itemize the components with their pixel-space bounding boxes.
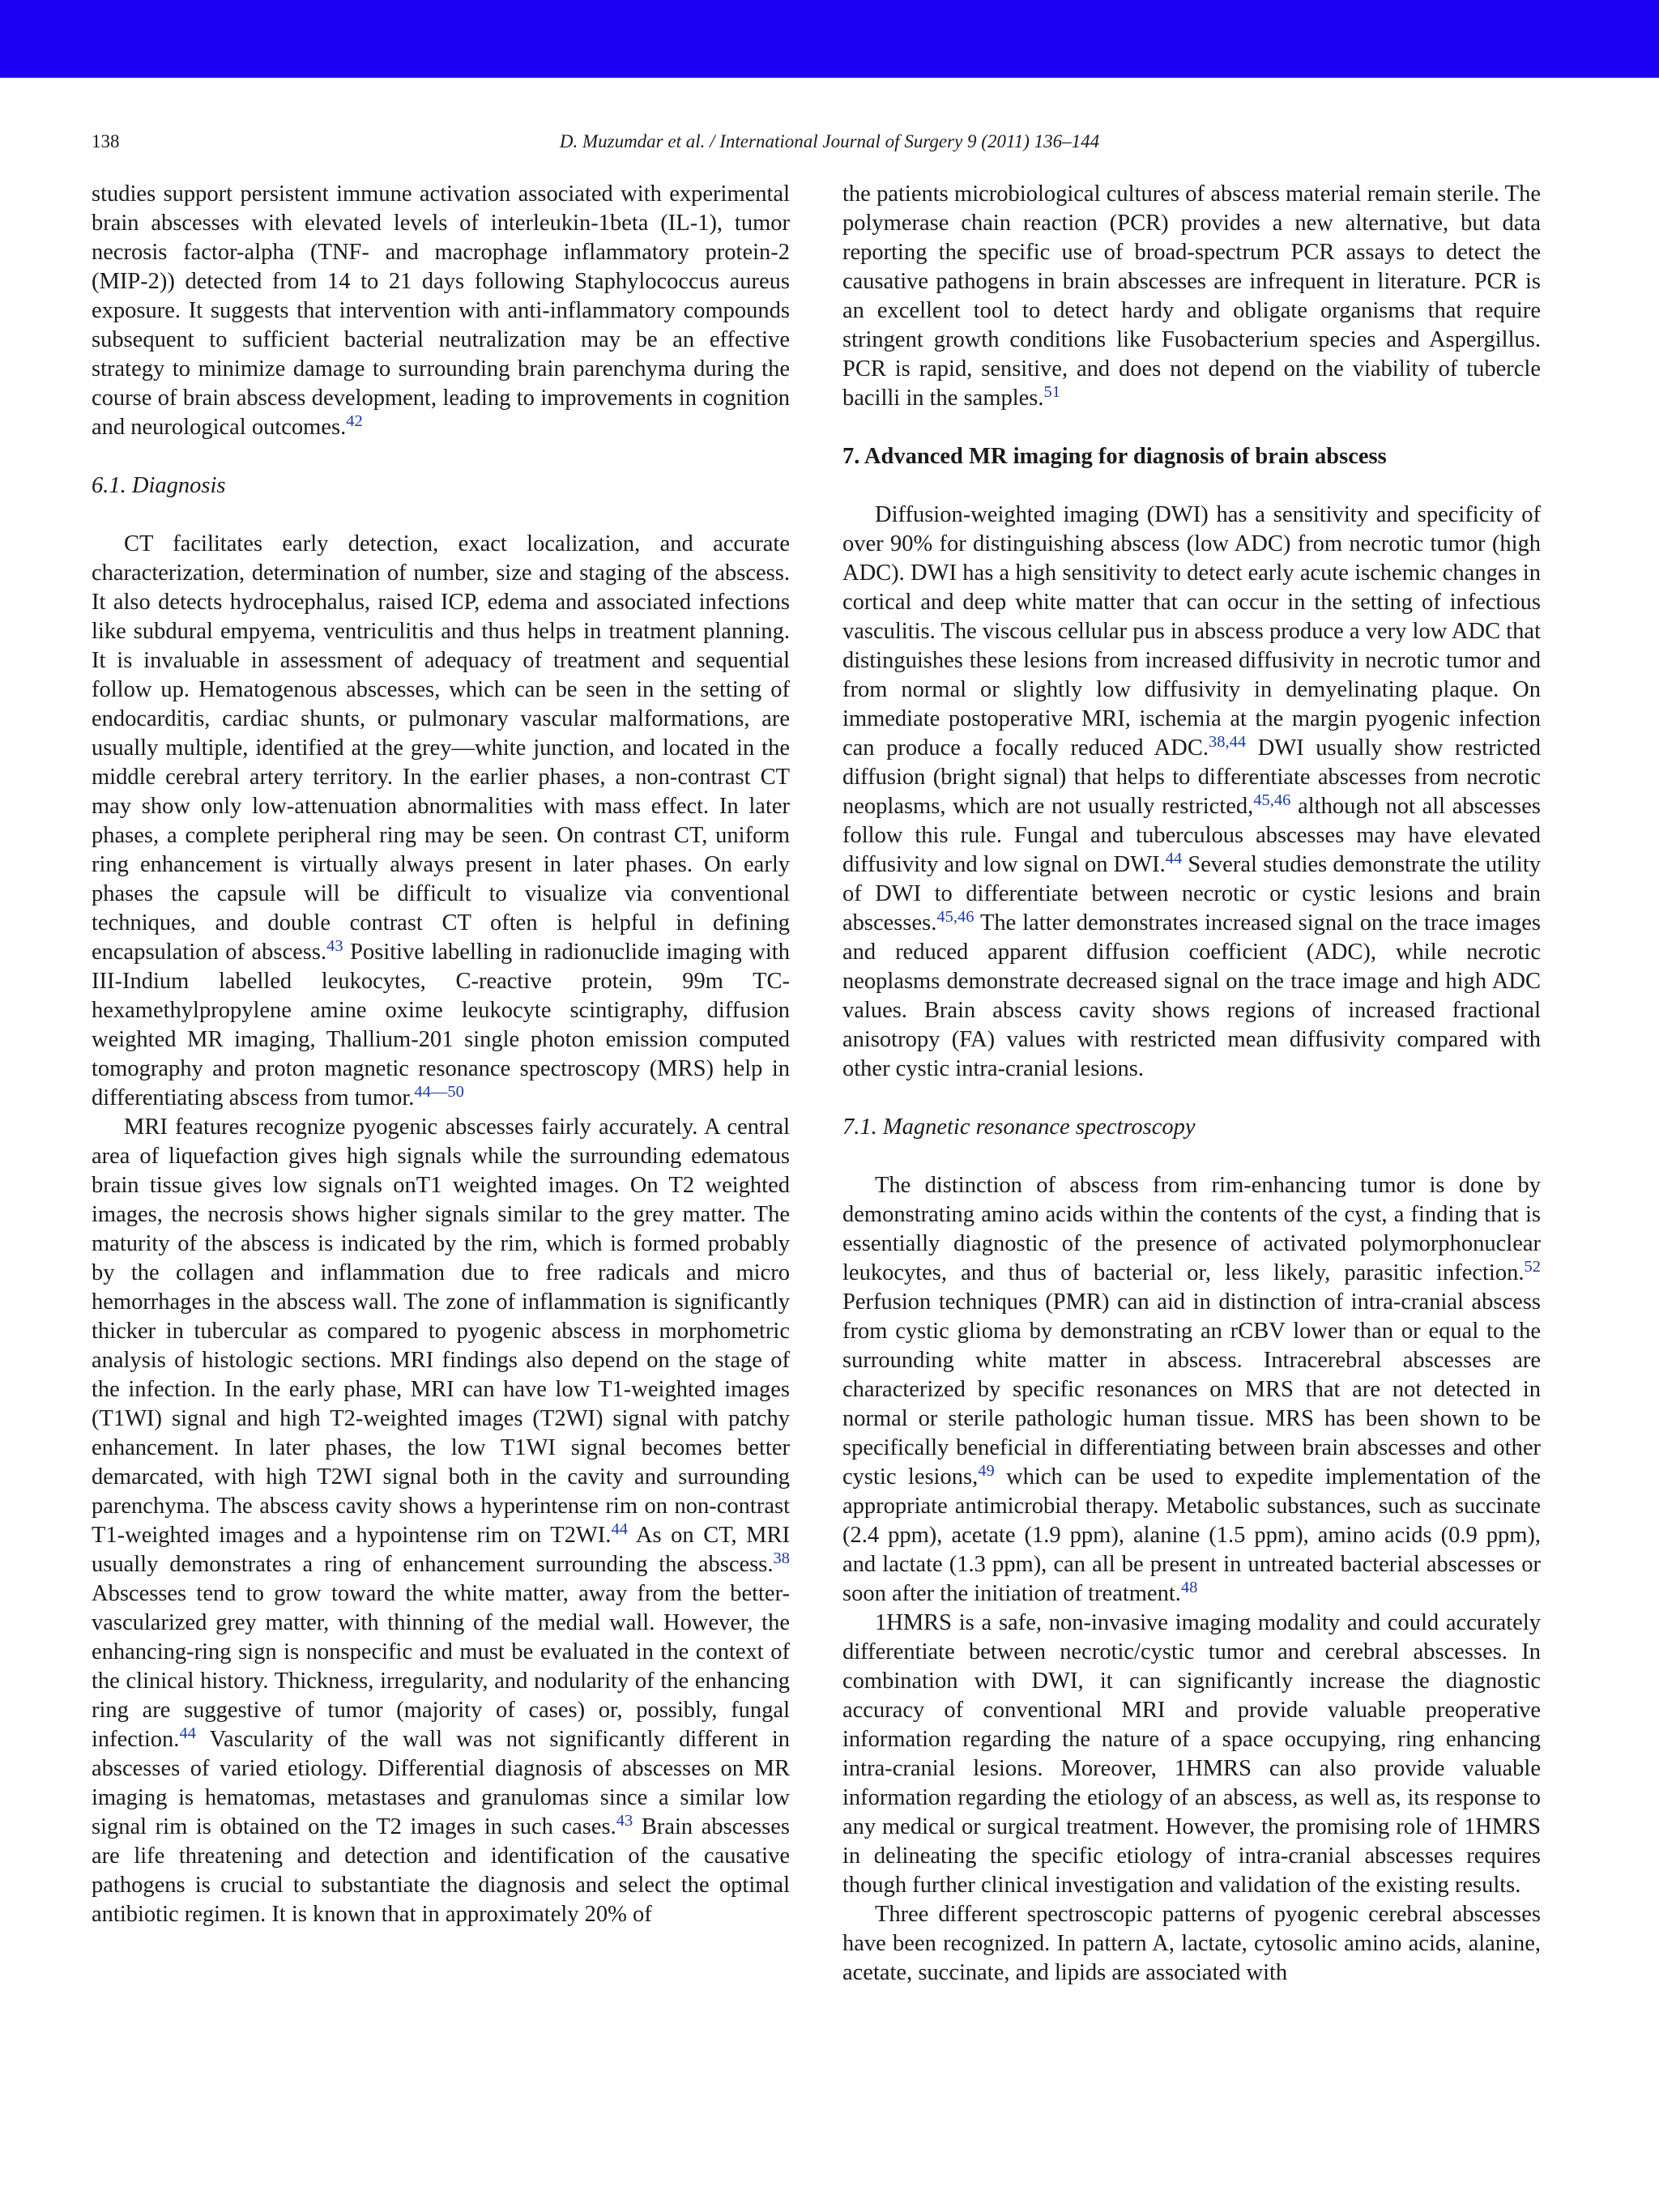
reference-link[interactable]: 44—50: [414, 1082, 464, 1101]
reference-link[interactable]: 43: [326, 936, 343, 955]
reference-link[interactable]: 43: [616, 1811, 633, 1830]
paragraph: Diffusion-weighted imaging (DWI) has a sensitivity and specificity of over 90% for distinguishing abscess (low ADC) from necrotic tumor (high ADC). DWI has a high sensitivity to detect early acute ischemic changes in cortical and deep white matter that can occur in the setting of infectious vasculitis. The viscous cellular pus in abscess produce a very low ADC that distinguishes these lesions from increased diffusivity in necrotic tumor and from normal or slightly low diffusivity in demyelinating plaque. On immediate postoperative MRI, ischemia at the margin pyogenic infection can produce a focally reduced ADC.$^{38,44}$ DWI usually show restricted diffusion (bright signal) that helps to differentiate abscesses from necrotic neoplasms, which are not usually restricted,$^{45,46}$ although not all abscesses follow this rule. Fungal and tuberculous abscesses may have elevated diffusivity and low signal on DWI.$^{44}$ Several studies demonstrate the utility of DWI to differentiate between necrotic or cystic lesions and brain abscesses.$^{45,46}$ The latter demonstrates increased signal on the trace images and reduced apparent diffusion coefficient (ADC), while necrotic neoplasms demonstrate decreased signal on the trace image and high ADC values. Brain abscess cavity shows regions of increased fractional anisotropy (FA) values with restricted mean diffusivity compared with other cystic intra-cranial lesions.: [842, 502, 1542, 1081]
paragraph: The distinction of abscess from rim-enhancing tumor is done by demonstrating amino acids within the contents of the cyst, a finding that is essentially diagnostic of the presence of activated polymorphonuclear leukocytes, and thus of bacterial or, less likely, parasitic infection.$^{52}$ Perfusion techniques (PMR) can aid in distinction of intra-cranial abscess from cystic glioma by demonstrating an rCBV lower than or equal to the surrounding white matter in abscess. Intracerebral abscesses are characterized by specific resonances on MRS that are not detected in normal or sterile pathologic human tissue. MRS has been shown to be specifically beneficial in differentiating between brain abscesses and other cystic lesions,$^{49}$ which can be used to expedite implementation of the appropriate antimicrobial therapy. Metabolic substances, such as succinate (2.4 ppm), acetate (1.9 ppm), alanine (1.5 ppm), amino acids (0.9 ppm), and lactate (1.3 ppm), can all be present in untreated bacterial abscesses or soon after the initiation of treatment.$^{48}$: [842, 1173, 1541, 1606]
top-color-bar: [0, 0, 1659, 78]
reference-link[interactable]: 48: [1180, 1578, 1198, 1596]
running-header: D. Muzumdar et al. / International Journal of Surgery 9 (2011) 136–144: [559, 131, 1100, 151]
reference-link[interactable]: 44: [179, 1724, 196, 1742]
subsection-heading-diagnosis: 6.1. Diagnosis: [92, 473, 226, 498]
reference-link[interactable]: 52: [1524, 1257, 1541, 1276]
paragraph: MRI features recognize pyogenic abscesses fairly accurately. A central area of liquefaction gives high signals while the surrounding edematous brain tissue gives low signals onT1 weighted images. On T2 weighted images, the necrosis shows higher signals similar to the grey matter. The maturity of the abscess is indicated by the rim, which is formed probably by the collagen and inflammation due to free radicals and micro hemorrhages in the abscess wall. The zone of inflammation is significantly thicker in tubercular as compared to pyogenic abscess in morphometric analysis of histologic sections. MRI findings also depend on the stage of the infection. In the early phase, MRI can have low T1-weighted images (T1WI) signal and high T2-weighted images (T2WI) signal with patchy enhancement. In later phases, the low T1WI signal becomes better demarcated, with high T2WI signal both in the cavity and surrounding parenchyma. The abscess cavity shows a hyperintense rim on non-contrast T1-weighted images and a hypointense rim on T2WI.$^{44}$ As on CT, MRI usually demonstrates a ring of enhancement surrounding the abscess.$^{38}$ Abscesses tend to grow toward the white matter, away from the better-vascularized grey matter, with thinning of the medial wall. However, the enhancing-ring sign is nonspecific and must be evaluated in the context of the clinical history. Thickness, irregularity, and nodularity of the enhancing ring are suggestive of tumor (majority of cases) or, possibly, fungal infection.$^{44}$ Vascularity of the wall was not significantly different in abscesses of varied etiology. Differential diagnosis of abscesses on MR imaging is hematomas, metastases and granulomas since a similar low signal rim is obtained on the T2 images in such cases.$^{43}$ Brain abscesses are life threatening and detection and identification of the causative pathogens is crucial to substantiate the diagnosis and select the optimal antibiotic regimen. It is known that in approximately 20% of: [92, 1115, 791, 1927]
paragraph: Three different spectroscopic patterns of pyogenic cerebral abscesses have been recognized. In pattern A, lactate, cytosolic amino acids, alanine, acetate, succinate, and lipids are associated with: [842, 1902, 1541, 1985]
reference-link[interactable]: 38: [773, 1549, 790, 1567]
paragraph: studies support persistent immune activation associated with experimental brain abscesses with elevated levels of interleukin-1beta (IL-1), tumor necrosis factor-alpha (TNF- and macrophage inflammatory protein-2 (MIP-2)) detected from 14 to 21 days following Staphylococcus aureus exposure. It suggests that intervention with anti-inflammatory compounds subsequent to sufficient bacterial neutralization may be an effective strategy to minimize damage to surrounding brain parenchyma during the course of brain abscess development, leading to improvements in cognition and neurological outcomes.$^{42}$: [92, 181, 790, 440]
left-column: [92, 180, 790, 1929]
paragraph: the patients microbiological cultures of abscess material remain sterile. The polymerase chain reaction (PCR) provides a new alternative, but data reporting the specific use of broad-spectrum PCR assays to detect the causative pathogens in brain abscesses are infrequent in literature. PCR is an excellent tool to detect hardy and obligate organisms that require stringent growth conditions like Fusobacterium species and Aspergillus. PCR is rapid, sensitive, and does not depend on the viability of tubercle bacilli in the samples.$^{51}$: [842, 181, 1541, 411]
section-heading-advanced-mr: 7. Advanced MR imaging for diagnosis of brain abscess: [842, 444, 1387, 469]
reference-link[interactable]: 51: [1043, 382, 1061, 401]
reference-link[interactable]: 42: [346, 411, 363, 430]
reference-link[interactable]: 45,46: [936, 907, 975, 926]
reference-link[interactable]: 45,46: [1253, 791, 1291, 809]
paragraph: 1HMRS is a safe, non-invasive imaging modality and could accurately differentiate between necrotic/cystic tumor and cerebral abscesses. In combination with DWI, it can significantly increase the diagnostic accuracy of conventional MRI and provide valuable preoperative information regarding the nature of a space occupying, ring enhancing intra-cranial lesions. Moreover, 1HMRS can also provide valuable information regarding the etiology of an abscess, as well as, its response to any medical or surgical treatment. However, the promising role of 1HMRS in delineating the specific etiology of intra-cranial abscesses requires though further clinical investigation and validation of the existing results.: [842, 1610, 1541, 1898]
subsection-heading-mrs: 7.1. Magnetic resonance spectroscopy: [842, 1115, 1196, 1140]
reference-link[interactable]: 44: [611, 1519, 628, 1538]
reference-link[interactable]: 38,44: [1208, 732, 1247, 751]
right-column: [842, 180, 1541, 1988]
reference-link[interactable]: 44: [1165, 849, 1183, 867]
reference-link[interactable]: 49: [978, 1461, 995, 1480]
paragraph: CT facilitates early detection, exact localization, and accurate characterization, determination of number, size and staging of the abscess. It also detects hydrocephalus, raised ICP, edema and associated infections like subdural empyema, ventriculitis and thus helps in treatment planning. It is invaluable in assessment of adequacy of treatment and sequential follow up. Hematogenous abscesses, which can be seen in the setting of endocarditis, cardiac shunts, or pulmonary vascular malformations, are usually multiple, identified at the grey—white junction, and located in the middle cerebral artery territory. In the earlier phases, a non-contrast CT may show only low-attenuation abnormalities with mass effect. In later phases, a complete peripheral ring may be seen. On contrast CT, uniform ring enhancement is virtually always present in later phases. On early phases the capsule will be difficult to visualize via conventional techniques, and double contrast CT often is helpful in defining encapsulation of abscess.$^{43}$ Positive labelling in radionuclide imaging with III-Indium labelled leukocytes, C-reactive protein, 99m TC-hexamethylpropylene amine oxime leukocyte scintigraphy, diffusion weighted MR imaging, Thallium-201 single photon emission computed tomography and proton magnetic resonance spectroscopy (MRS) help in differentiating abscess from tumor.$^{44—50}$: [92, 531, 790, 1110]
page-number: 138: [92, 131, 120, 151]
